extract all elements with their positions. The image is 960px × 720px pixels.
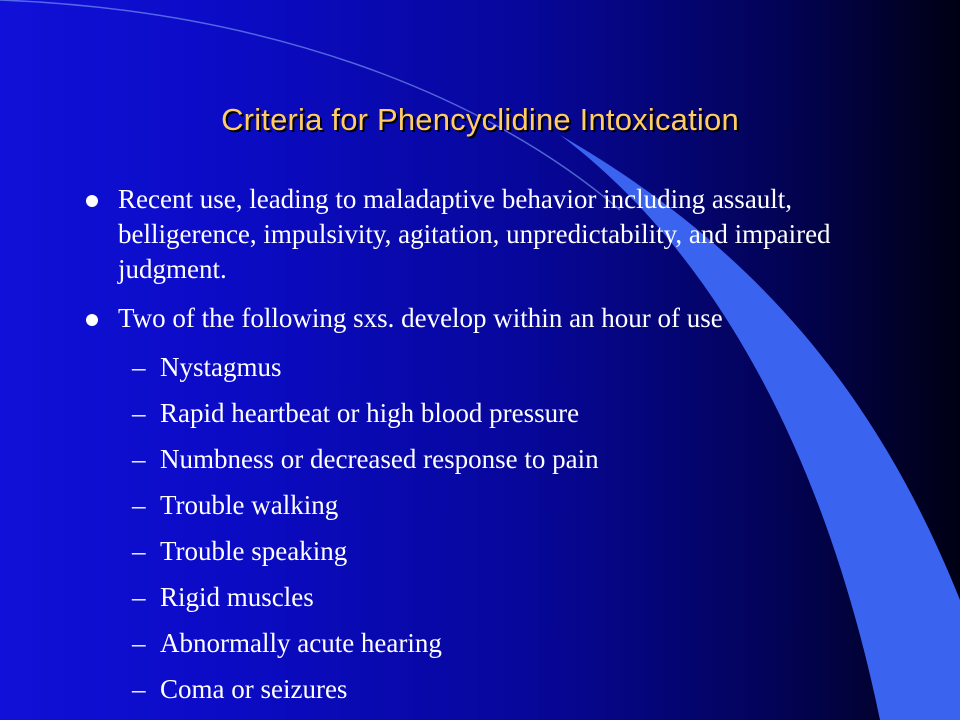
sub-bullet-text: Coma or seizures	[160, 674, 348, 704]
bullet-item	[86, 182, 846, 287]
sub-bullet-text: Trouble walking	[160, 490, 339, 520]
dash-marker: –	[132, 490, 146, 520]
sub-bullet-text: Rigid muscles	[160, 582, 314, 612]
sub-bullet-text: Trouble speaking	[160, 536, 348, 566]
sub-bullet-item	[132, 666, 832, 712]
dash-marker: –	[132, 674, 146, 704]
sub-bullet-text: Abnormally acute hearing	[160, 628, 442, 658]
dash-marker: –	[132, 444, 146, 474]
bullet-dot-icon	[86, 314, 98, 326]
sub-bullet-text: Nystagmus	[160, 352, 282, 382]
sub-bullet-item	[132, 436, 832, 482]
dash-marker: –	[132, 352, 146, 382]
slide-title: Criteria for Phencyclidine Intoxication	[221, 102, 739, 137]
bullet-dot-icon	[86, 195, 98, 207]
sub-bullet-item	[132, 390, 832, 436]
dash-marker: –	[132, 628, 146, 658]
sub-bullet-text: Numbness or decreased response to pain	[160, 444, 599, 474]
sub-bullet-list	[132, 344, 832, 712]
sub-bullet-item	[132, 528, 832, 574]
sub-bullet-item	[132, 620, 832, 666]
sub-bullet-item	[132, 344, 832, 390]
bullet-text: Recent use, leading to maladaptive behavior including assault, belligerence, impulsivity, agitation, unpredictability, and impaired judgment.	[118, 184, 831, 284]
dash-marker: –	[132, 536, 146, 566]
dash-marker: –	[132, 398, 146, 428]
sub-bullet-text: Rapid heartbeat or high blood pressure	[160, 398, 580, 428]
bullet-item	[86, 301, 846, 336]
bullet-text: Two of the following sxs. develop within an hour of use	[118, 303, 723, 333]
sub-bullet-item	[132, 574, 832, 620]
dash-marker: –	[132, 582, 146, 612]
bullet-list	[86, 182, 846, 350]
sub-bullet-item	[132, 482, 832, 528]
